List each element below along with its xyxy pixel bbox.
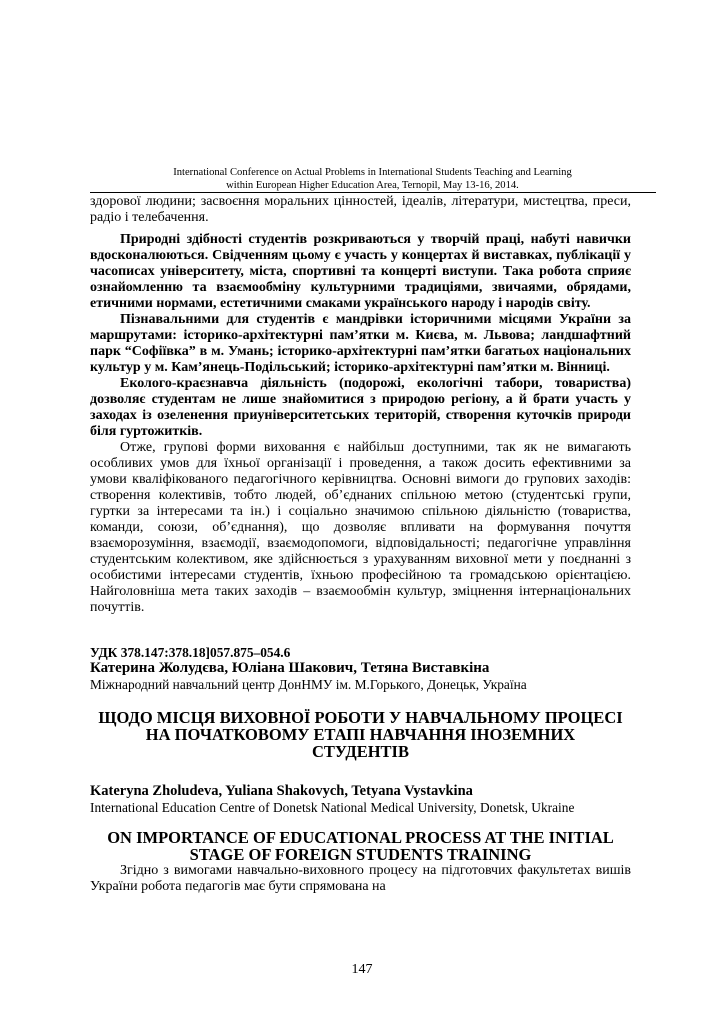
- affiliation-uk: Міжнародний навчальний центр ДонНМУ ім. М.Горького, Донецьк, Україна: [90, 677, 527, 692]
- body-text: [90, 194, 631, 895]
- running-header: [90, 166, 655, 192]
- title-uk-line-2: НА ПОЧАТКОВОМУ ЕТАПІ НАВЧАННЯ ІНОЗЕМНИХ: [145, 725, 576, 744]
- header-rule: [90, 192, 656, 193]
- title-en-line-2: STAGE OF FOREIGN STUDENTS TRAINING: [189, 845, 532, 864]
- paragraph-2: Природні здібності студентів розкриваються у творчій праці, набуті навички вдосконалюються. Свідченням цьому є участь у концертах й виставках, публікації у часописах університету, міста, спортивні та концерті виступи. Така робота сприяє ознайомленню та взаємообміну культурними традиціями, звичаями, обрядами, етичними нормами, естетичними смаками українського народу і народів світу.: [90, 232, 631, 311]
- authors-en: Kateryna Zholudeva, Yuliana Shakovych, Tetyana Vystavkina: [90, 783, 473, 799]
- authors-uk: Катерина Жолудєва, Юліана Шакович, Тетяна Виставкіна: [90, 660, 490, 676]
- header-line-2: within European Higher Education Area, Ternopil, May 13-16, 2014.: [226, 180, 519, 191]
- article-title-uk: [90, 709, 631, 760]
- header-line-1: International Conference on Actual Problems in International Students Teaching and Learning: [173, 167, 572, 178]
- title-uk-line-3: СТУДЕНТІВ: [312, 742, 409, 761]
- page-number: 147: [351, 962, 373, 977]
- paragraph-1: здорової людини; засвоєння моральних цінностей, ідеалів, літератури, мистецтва, преси, радіо і телебачення.: [90, 194, 631, 225]
- paragraph-3: Пізнавальними для студентів є мандрівки історичними місцями України за маршрутами: історико-архітектурні пам’ятки м. Києва, м. Львова; ландшафтний парк “Софіївка” в м. Умань; історико-архітектурні пам’ятки багатьох національних культур у м. Кам’янець-Подільський; історико-архітектурні пам’ятки м. Вінниці.: [90, 312, 631, 375]
- paragraph-4: Еколого-краєзнавча діяльність (подорожі, екологічні табори, товариства) дозволяє студентам не лише знайомитися з природою регіону, а й брати участь у заходах із озеленення приуніверситетських територій, створення куточків природи біля гуртожитків.: [90, 376, 631, 439]
- title-uk-line-1: ЩОДО МІСЦЯ ВИХОВНОЇ РОБОТИ У НАВЧАЛЬНОМУ ПРОЦЕСІ: [98, 708, 623, 727]
- affiliation-en: International Education Centre of Donetsk National Medical University, Donetsk, Ukraine: [90, 800, 575, 815]
- paragraph-5: Отже, групові форми виховання є найбільш доступними, так як не вимагають особливих умов для їхньої організації і проведення, а також досить ефективними за умови кваліфікованого педагогічного керівництва. Основні вимоги до групових заходів: створення колективів, тобто людей, об’єднаних спільною метою (студентські групи, гуртки за інтересами та ін.) і соціально значимою спільною діяльністю (товариства, команди, союзи, об’єднання), що дозволяє впливати на формування почуття взаєморозуміння, взаємодії, взаємодопомоги, відповідальності; педагогічне управління студентським колективом, яке здійснюється з урахуванням виховної мети у поєднанні з особистими інтересами студентів, їхньою професійною та громадською орієнтацією. Найголовніша мета таких заходів – взаємообмін культур, зміцнення інтернаціональних почуттів.: [90, 440, 631, 615]
- title-en-line-1: ON IMPORTANCE OF EDUCATIONAL PROCESS AT THE INITIAL: [107, 828, 614, 847]
- udc-code: УДК 378.147:378.18]057.875–054.6: [90, 645, 291, 660]
- article-title-en: [90, 829, 631, 863]
- intro-paragraph: Згідно з вимогами навчально-виховного процесу на підготовчих факультетах вишів України робота педагогів має бути спрямована на: [90, 863, 631, 894]
